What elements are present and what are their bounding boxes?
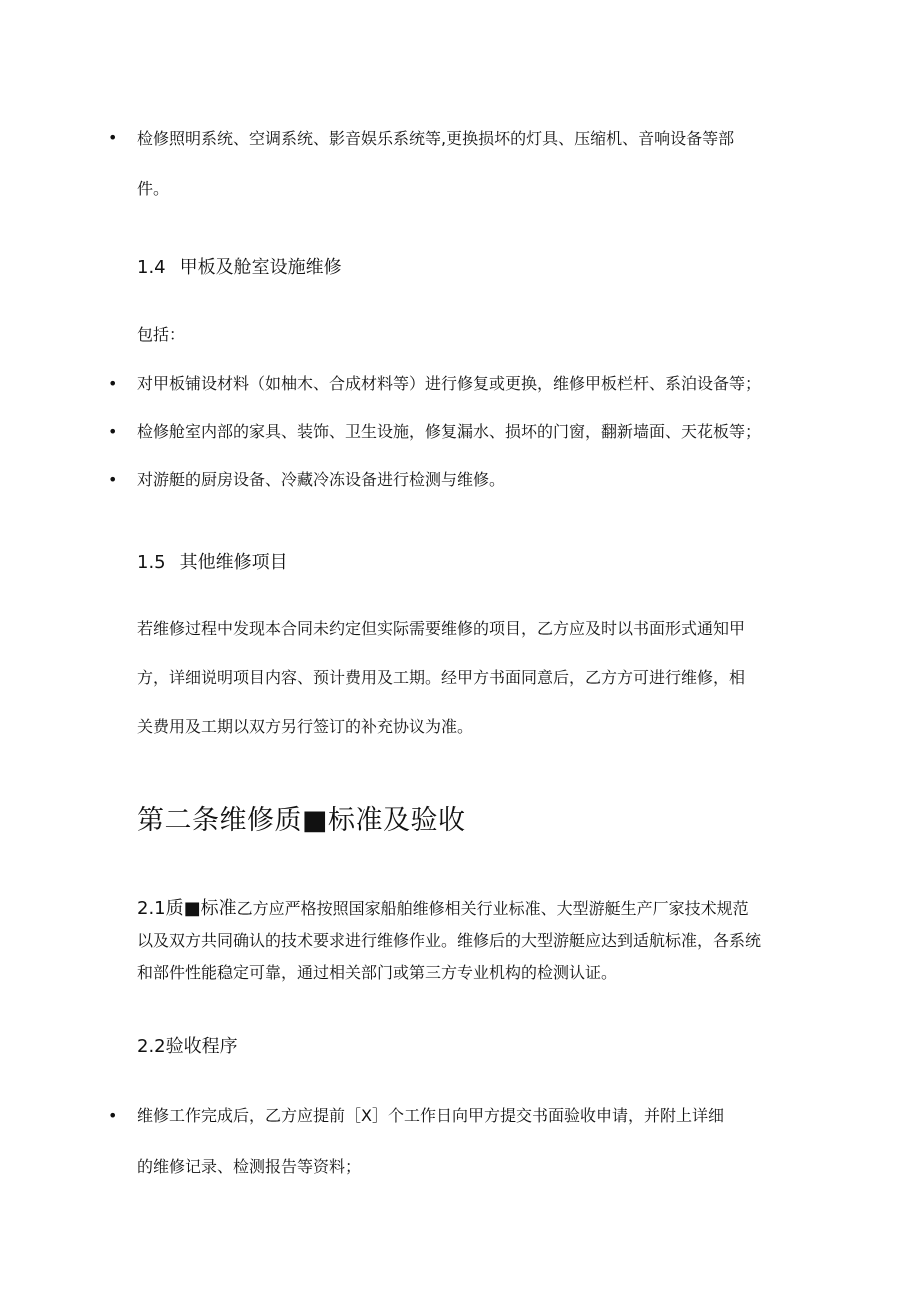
bullet-marker: •	[108, 470, 118, 489]
paragraph-line: 方，详细说明项目内容、预计费用及工期。经甲方书面同意后，乙方方可进行维修，相	[137, 668, 746, 687]
section-title: 其他维修项目	[179, 552, 288, 573]
bullet-marker: •	[108, 128, 118, 147]
paragraph-line: 以及双方共同确认的技术要求进行维修作业。维修后的大型游艇应达到适航标准，各系统	[137, 931, 762, 950]
section-title: 甲板及舱室设施维修	[179, 257, 342, 278]
paragraph: 包括：	[137, 325, 186, 344]
list-item-line: 检修照明系统、空调系统、影音娱乐系统等,更换损坏的灯具、压缩机、音响设备等部	[137, 129, 735, 148]
paragraph-text: 乙方应严格按照国家船舶维修相关行业标准、大型游艇生产厂家技术规范	[236, 899, 749, 918]
section-heading-1-5	[137, 548, 288, 574]
paragraph-line: 关费用及工期以双方另行签订的补充协议为准。	[137, 717, 474, 736]
paragraph-lead: 2.1质■标准	[137, 898, 237, 919]
list-item-line: 的维修记录、检测报告等资料；	[137, 1157, 362, 1176]
bullet-marker: •	[108, 422, 118, 441]
section-number: 1.5	[137, 552, 166, 573]
list-item: 检修舱室内部的家具、装饰、卫生设施，修复漏水、损坏的门窗，翻新墙面、天花板等；	[137, 422, 762, 441]
section-heading-2-2: 2.2验收程序	[137, 1036, 238, 1057]
list-item: 对甲板铺设材料（如柚木、合成材料等）进行修复或更换，维修甲板栏杆、系泊设备等；	[137, 374, 762, 393]
list-item-line: 件。	[137, 179, 170, 198]
article-heading: 第二条维修质■标准及验收	[137, 805, 466, 836]
paragraph-line: 和部件性能稳定可靠，通过相关部门或第三方专业机构的检测认证。	[137, 963, 618, 982]
list-item-line: 维修工作完成后，乙方应提前［X］个工作日向甲方提交书面验收申请，并附上详细	[137, 1106, 724, 1125]
bullet-marker: •	[108, 374, 118, 393]
list-item: 对游艇的厨房设备、冷藏冷冻设备进行检测与维修。	[137, 470, 506, 489]
bullet-marker: •	[108, 1106, 118, 1125]
section-number: 1.4	[137, 257, 166, 278]
section-heading-1-4	[137, 253, 342, 279]
paragraph-line	[137, 894, 787, 920]
paragraph-line: 若维修过程中发现本合同未约定但实际需要维修的项目，乙方应及时以书面形式通知甲	[137, 619, 746, 638]
